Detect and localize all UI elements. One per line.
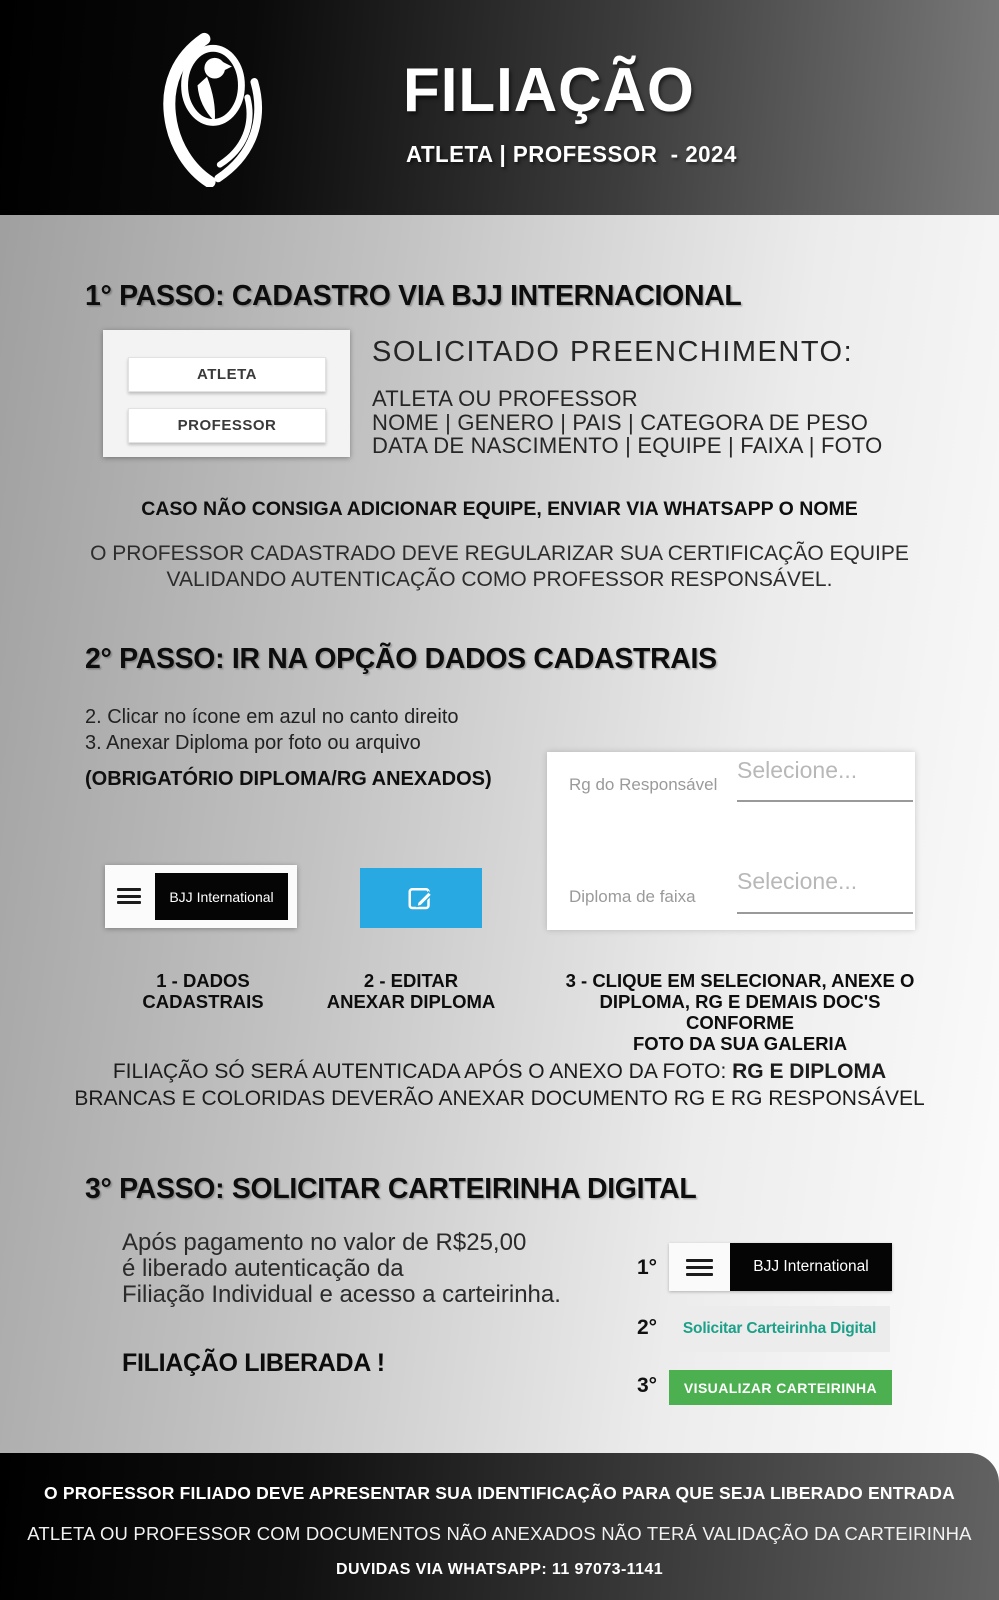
required-attachments-note: (OBRIGATÓRIO DIPLOMA/RG ANEXADOS) [85, 768, 492, 790]
app-title-bar: BJJ International [155, 873, 288, 920]
page-subtitle: ATLETA | PROFESSOR - 2024 [406, 141, 737, 167]
footer-validation-note: ATLETA OU PROFESSOR COM DOCUMENTOS NÃO ANEXADOS NÃO TERÁ VALIDAÇÃO DA CARTEIRINHA [27, 1523, 972, 1544]
rg-responsavel-underline [737, 800, 913, 802]
authentication-note-line2: BRANCAS E COLORIDAS DEVERÃO ANEXAR DOCUMENTO RG E RG RESPONSÁVEL [74, 1087, 925, 1110]
header-banner [0, 0, 999, 215]
app-menu-screenshot [105, 865, 297, 928]
rg-responsavel-label: Rg do Responsável [569, 775, 718, 794]
step3-heading: 3° PASSO: SOLICITAR CARTEIRINHA DIGITAL [85, 1173, 697, 1205]
authentication-note-prefix: FILIAÇÃO SÓ SERÁ AUTENTICADA APÓS O ANEXO DA FOTO: [112, 1060, 733, 1083]
filiation-released-label: FILIAÇÃO LIBERADA ! [122, 1349, 385, 1377]
page-title: FILIAÇÃO [403, 56, 695, 125]
profile-choice-panel [103, 330, 350, 457]
step2-instructions: 2. Clicar no ícone em azul no canto direito 3. Anexar Diploma por foto ou arquivo [85, 706, 459, 754]
professor-certification-note: O PROFESSOR CADASTRADO DEVE REGULARIZAR SUA CERTIFICAÇÃO EQUIPE VALIDANDO AUTENTICAÇÃO COMO PROFESSOR RESPONSÁVEL. [90, 542, 909, 591]
app-title-bar: BJJ International [730, 1243, 892, 1291]
diploma-faixa-select[interactable]: Selecione... [737, 868, 858, 894]
diploma-faixa-label: Diploma de faixa [569, 887, 696, 906]
fill-request-title: SOLICITADO PREENCHIMENTO: [372, 336, 854, 368]
step3-item2-number: 2° [637, 1316, 658, 1339]
payment-paragraph: Após pagamento no valor de R$25,00 é liberado autenticação da Filiação Individual e acesso a carteirinha. [122, 1229, 561, 1308]
footer-banner [0, 1453, 999, 1600]
hamburger-menu-icon[interactable] [117, 888, 141, 904]
rg-responsavel-select[interactable]: Selecione... [737, 757, 858, 783]
step3-item3-number: 3° [637, 1374, 658, 1397]
step2-heading: 2° PASSO: IR NA OPÇÃO DADOS CADASTRAIS [85, 643, 717, 675]
solicitar-carteirinha-link[interactable]: Solicitar Carteirinha Digital [669, 1306, 890, 1352]
diploma-faixa-underline [737, 912, 913, 914]
eagle-logo-icon [148, 32, 278, 187]
professor-button[interactable]: PROFESSOR [128, 408, 326, 443]
step3-item1-number: 1° [637, 1256, 658, 1279]
app-menu-screenshot-small [669, 1243, 892, 1291]
edit-attach-button[interactable] [360, 868, 482, 928]
caption-editar-anexar: 2 - EDITAR ANEXAR DIPLOMA [326, 970, 496, 1012]
atleta-button[interactable]: ATLETA [128, 357, 326, 392]
footer-whatsapp-contact: DUVIDAS VIA WHATSAPP: 11 97073-1141 [335, 1561, 663, 1578]
hamburger-menu-icon[interactable] [686, 1259, 713, 1276]
team-whatsapp-note: CASO NÃO CONSIGA ADICIONAR EQUIPE, ENVIAR VIA WHATSAPP O NOME [141, 498, 858, 520]
step1-heading: 1° PASSO: CADASTRO VIA BJJ INTERNACIONAL [85, 280, 742, 312]
fill-request-fields: ATLETA OU PROFESSOR NOME | GENERO | PAIS | CATEGORA DE PESO DATA DE NASCIMENTO | EQUIPE | FAIXA | FOTO [372, 386, 883, 458]
attachments-form-panel [547, 752, 915, 930]
visualizar-carteirinha-button[interactable]: VISUALIZAR CARTEIRINHA [669, 1370, 892, 1405]
caption-dados-cadastrais: 1 - DADOS CADASTRAIS [142, 970, 264, 1012]
edit-icon [406, 883, 436, 913]
authentication-note-bold: RG E DIPLOMA [732, 1060, 887, 1083]
authentication-note [0, 1058, 999, 1112]
footer-identification-note: O PROFESSOR FILIADO DEVE APRESENTAR SUA IDENTIFICAÇÃO PARA QUE SEJA LIBERADO ENTRADA [44, 1483, 955, 1503]
caption-selecionar-anexos: 3 - CLIQUE EM SELECIONAR, ANEXE O DIPLOMA, RG E DEMAIS DOC'S CONFORME FOTO DA SUA GALERIA [565, 970, 915, 1054]
